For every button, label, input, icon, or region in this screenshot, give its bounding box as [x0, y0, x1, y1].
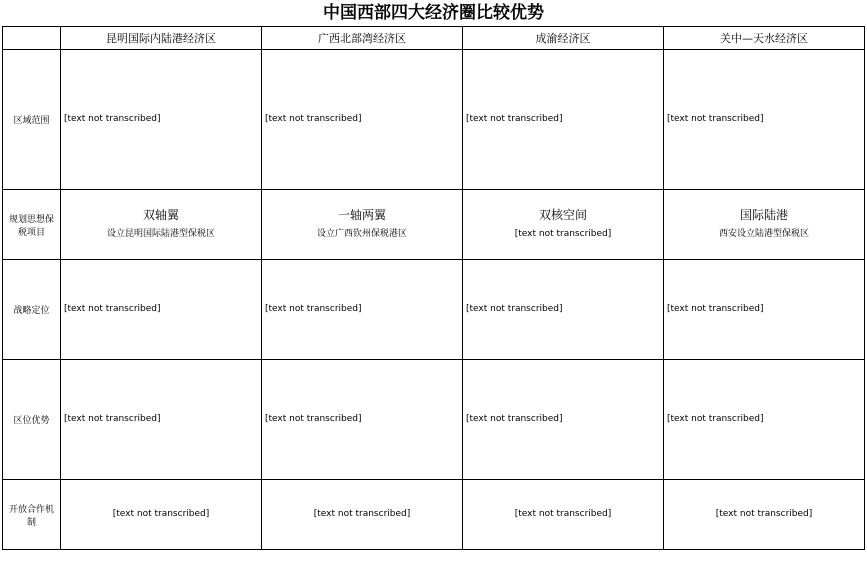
column-header: 关中—天水经济区 [664, 27, 865, 50]
table-cell: [text not transcribed] [262, 480, 463, 550]
row-label: 区域范围 [3, 50, 61, 190]
table-cell [463, 190, 664, 260]
table-cell: [text not transcribed] [463, 360, 664, 480]
table-row [3, 260, 865, 360]
table-cell: [text not transcribed] [463, 260, 664, 360]
table-cell: [text not transcribed] [61, 480, 262, 550]
table-cell: [text not transcribed] [262, 260, 463, 360]
row-label: 开放合作机制 [3, 480, 61, 550]
row-label: 规划思想保税项目 [3, 190, 61, 260]
cell-text: [text not transcribed] [514, 228, 612, 239]
table-cell: [text not transcribed] [61, 50, 262, 190]
column-header: 昆明国际内陆港经济区 [61, 27, 262, 50]
header-row [3, 27, 865, 50]
comparison-table [2, 26, 865, 550]
table-row [3, 50, 865, 190]
table-cell: [text not transcribed] [262, 50, 463, 190]
table-row [3, 360, 865, 480]
page-title: 中国西部四大经济圈比较优势 [323, 3, 544, 23]
table-cell [664, 190, 865, 260]
cell-heading: 一轴两翼 [337, 207, 386, 222]
column-header: 成渝经济区 [463, 27, 664, 50]
table-cell: [text not transcribed] [61, 360, 262, 480]
table-cell [61, 190, 262, 260]
corner-cell [3, 27, 61, 50]
table-row [3, 480, 865, 550]
cell-heading: 双核空间 [538, 207, 587, 222]
table-cell: [text not transcribed] [664, 360, 865, 480]
table-cell: [text not transcribed] [463, 480, 664, 550]
table-cell: [text not transcribed] [463, 50, 664, 190]
column-header: 广西北部湾经济区 [262, 27, 463, 50]
table-cell: [text not transcribed] [61, 260, 262, 360]
table-cell: [text not transcribed] [664, 480, 865, 550]
table-cell: [text not transcribed] [664, 50, 865, 190]
cell-heading: 国际陆港 [739, 207, 788, 222]
cell-heading: 双轴翼 [142, 207, 179, 222]
table-cell: [text not transcribed] [262, 360, 463, 480]
cell-text: 设立广西钦州保税港区 [316, 228, 407, 239]
table-row [3, 190, 865, 260]
table-cell: [text not transcribed] [664, 260, 865, 360]
table-cell [262, 190, 463, 260]
cell-text: 西安设立陆港型保税区 [718, 228, 809, 239]
row-label: 区位优势 [3, 360, 61, 480]
cell-text: 设立昆明国际陆港型保税区 [106, 228, 215, 239]
row-label: 战略定位 [3, 260, 61, 360]
